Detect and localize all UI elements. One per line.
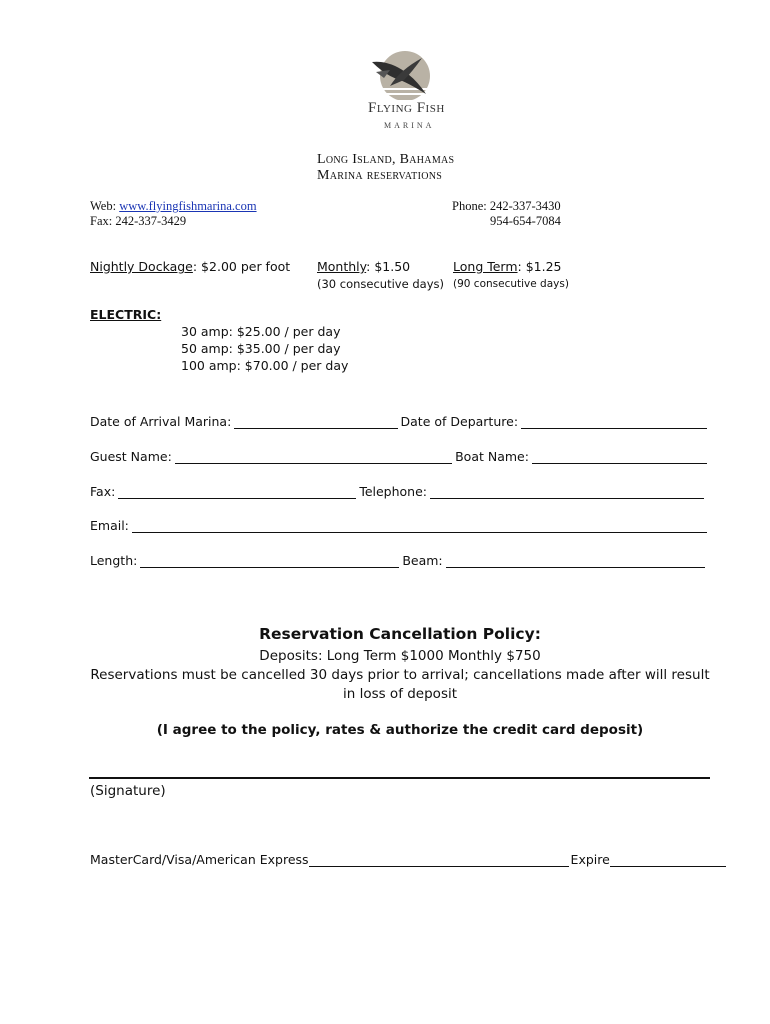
fax-field[interactable] (118, 486, 356, 499)
card-number-field[interactable] (309, 854, 569, 867)
policy-agreement: (I agree to the policy, rates & authorize the credit card deposit) (156, 722, 644, 738)
expire-field[interactable] (610, 854, 726, 867)
phone-number: Phone: 242-337-3430 (452, 199, 561, 213)
fax-label: Fax: (90, 484, 116, 499)
location-heading: Long Island, Bahamas (317, 152, 455, 167)
arrival-date-field[interactable] (234, 416, 397, 429)
credit-card-row (90, 852, 726, 867)
electric-100amp: 100 amp: $70.00 / per day (181, 358, 349, 373)
guest-name-field[interactable] (175, 451, 452, 464)
fax-number: Fax: 242-337-3429 (90, 214, 187, 228)
guest-boat-row (90, 446, 710, 464)
nightly-dockage-label: Nightly Dockage (90, 259, 193, 274)
expire-label: Expire (570, 852, 610, 867)
monthly-rate (317, 259, 410, 274)
departure-label: Date of Departure: (400, 414, 519, 429)
fax-telephone-row (90, 481, 710, 499)
policy-text: Reservations must be cancelled 30 days prior to arrival; cancellations made after will result in loss of deposit (90, 667, 710, 702)
phone-number-2: 954-654-7084 (490, 214, 561, 228)
email-row (90, 515, 710, 533)
signature-line[interactable] (89, 777, 710, 779)
monthly-label: Monthly (317, 259, 367, 274)
website-link[interactable]: www.flyingfishmarina.com (119, 199, 257, 213)
departure-date-field[interactable] (521, 416, 707, 429)
length-field[interactable] (140, 555, 399, 568)
logo-subtitle: MARINA (384, 121, 435, 130)
long-term-value: : $1.25 (517, 259, 562, 274)
monthly-note: (30 consecutive days) (317, 277, 444, 291)
logo-name: Flying Fish (368, 100, 445, 116)
long-term-rate (453, 259, 562, 274)
web-line (90, 199, 257, 214)
signature-label: (Signature) (90, 783, 166, 799)
web-label: Web: (90, 199, 117, 213)
long-term-label: Long Term (453, 259, 518, 274)
arrival-label: Date of Arrival Marina: (90, 414, 232, 429)
boat-name-label: Boat Name: (455, 449, 529, 464)
monthly-value: : $1.50 (366, 259, 411, 274)
nightly-dockage-value: : $2.00 per foot (192, 259, 291, 274)
guest-name-label: Guest Name: (90, 449, 172, 464)
flying-fish-logo-icon (360, 50, 460, 100)
card-type-label: MasterCard/Visa/American Express (90, 852, 309, 867)
electric-heading: ELECTRIC: (90, 307, 162, 322)
policy-title: Reservation Cancellation Policy: (259, 625, 541, 643)
long-term-note: (90 consecutive days) (453, 278, 569, 290)
policy-deposits: Deposits: Long Term $1000 Monthly $750 (259, 648, 541, 664)
electric-50amp: 50 amp: $35.00 / per day (181, 341, 341, 356)
beam-field[interactable] (446, 555, 705, 568)
email-label: Email: (90, 518, 129, 533)
telephone-label: Telephone: (359, 484, 428, 499)
beam-label: Beam: (402, 553, 443, 568)
arrival-departure-row (90, 411, 710, 429)
boat-name-field[interactable] (532, 451, 707, 464)
length-beam-row (90, 550, 710, 568)
email-field[interactable] (132, 520, 707, 533)
electric-30amp: 30 amp: $25.00 / per day (181, 324, 341, 339)
length-label: Length: (90, 553, 138, 568)
nightly-dockage-rate (90, 259, 290, 274)
marina-logo (360, 50, 460, 140)
telephone-field[interactable] (430, 486, 704, 499)
reservations-heading: Marina reservations (317, 168, 443, 183)
